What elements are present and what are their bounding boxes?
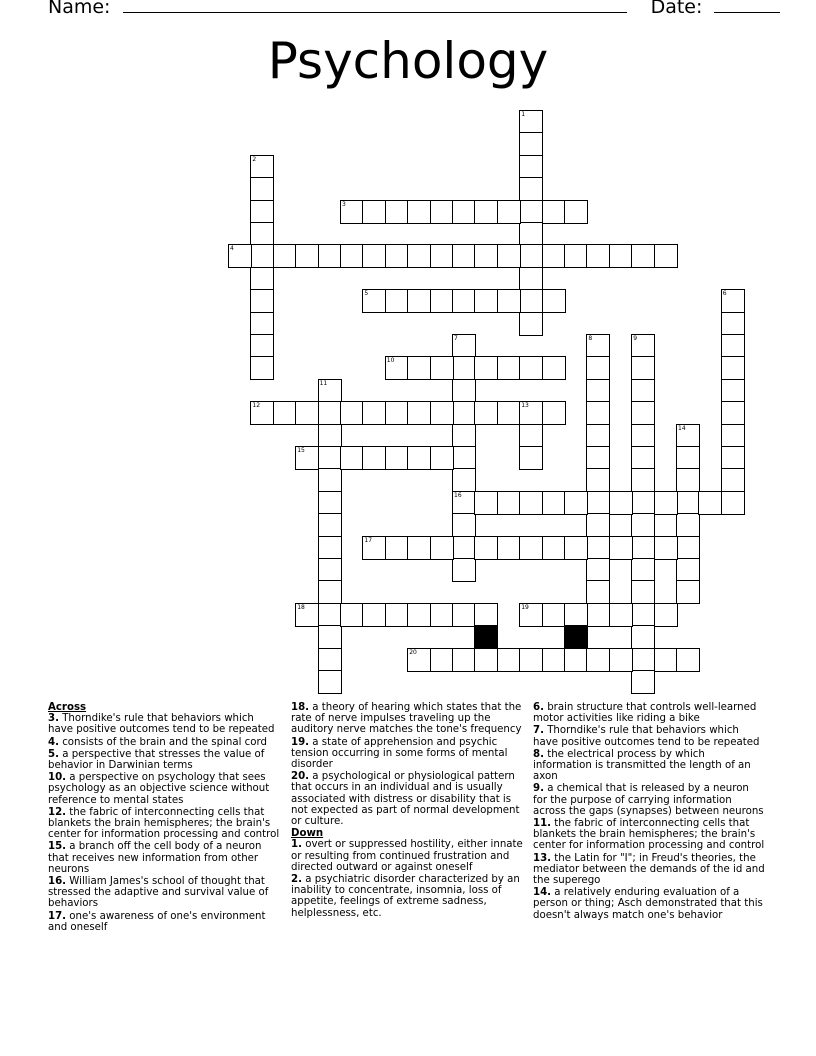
grid-cell[interactable] <box>519 536 543 560</box>
grid-cell[interactable] <box>519 110 543 134</box>
across-clue-list-continued <box>291 702 523 827</box>
clue-item <box>291 874 523 919</box>
grid-cell[interactable] <box>250 155 274 179</box>
grid-cell[interactable] <box>631 580 655 604</box>
grid-cell[interactable] <box>318 446 342 470</box>
clue-item-number: 2. <box>291 874 302 886</box>
grid-cell[interactable] <box>362 603 386 627</box>
grid-cell[interactable] <box>452 446 476 470</box>
clue-item <box>291 771 523 827</box>
clue-number: 11 <box>319 379 328 387</box>
name-label: Name: <box>48 0 111 18</box>
grid-cell[interactable] <box>564 200 588 224</box>
grid-cell[interactable] <box>318 536 342 560</box>
grid-cell[interactable] <box>519 424 543 448</box>
grid-cell[interactable] <box>586 334 610 358</box>
grid-cell[interactable] <box>474 401 498 425</box>
clue-number: 18 <box>297 603 305 611</box>
grid-cell[interactable] <box>519 648 543 672</box>
grid-cell[interactable] <box>542 289 566 313</box>
grid-cell[interactable] <box>542 356 566 380</box>
clue-item <box>291 737 523 771</box>
clue-item-number: 16. <box>48 876 67 888</box>
clue-item-text: consists of the brain and the spinal cord <box>58 736 267 748</box>
grid-cell[interactable] <box>542 648 566 672</box>
grid-cell[interactable] <box>385 200 409 224</box>
clue-item <box>48 807 280 841</box>
grid-cell[interactable] <box>542 603 566 627</box>
grid-cell[interactable] <box>586 513 610 537</box>
grid-cell[interactable] <box>721 334 745 358</box>
page-title: Psychology <box>267 32 549 90</box>
grid-cell[interactable] <box>721 312 745 336</box>
grid-cell[interactable] <box>362 200 386 224</box>
across-heading: Across <box>48 702 87 713</box>
grid-cell[interactable] <box>430 648 454 672</box>
grid-cell[interactable] <box>318 468 342 492</box>
grid-cell[interactable] <box>430 244 454 268</box>
grid-cell[interactable] <box>340 244 364 268</box>
grid-cell[interactable] <box>452 513 476 537</box>
grid-cell[interactable] <box>318 491 342 515</box>
clue-item-number: 7. <box>533 725 544 737</box>
clue-item <box>48 841 280 875</box>
clue-item-text: a branch off the cell body of a neuron that receives new information from other neurons <box>48 841 262 875</box>
down-heading: Down <box>291 828 324 840</box>
grid-cell[interactable] <box>452 536 476 560</box>
grid-cell[interactable] <box>407 401 431 425</box>
grid-cell[interactable] <box>340 446 364 470</box>
grid-cell[interactable] <box>564 603 588 627</box>
grid-cell[interactable] <box>407 603 431 627</box>
grid-cell[interactable] <box>362 446 386 470</box>
grid-cell[interactable] <box>542 536 566 560</box>
grid-cell[interactable] <box>407 200 431 224</box>
clue-item-text: the electrical process by which information is transmitted the length of an axon <box>533 748 751 783</box>
grid-cell[interactable] <box>452 379 476 403</box>
clue-number: 20 <box>409 648 417 656</box>
grid-cell[interactable] <box>519 491 543 515</box>
clue-item <box>533 818 765 852</box>
grid-cell[interactable] <box>385 244 409 268</box>
grid-cell[interactable] <box>654 648 678 672</box>
grid-cell[interactable] <box>250 401 274 425</box>
clue-number: 12 <box>252 402 261 410</box>
grid-cell[interactable] <box>631 603 655 627</box>
grid-cell[interactable] <box>295 446 319 470</box>
grid-cell[interactable] <box>430 200 454 224</box>
clue-item-number: 1. <box>291 839 302 851</box>
grid-cell[interactable] <box>676 468 700 492</box>
clue-item-text: Thorndike's rule that behaviors which have positive outcomes tend to be repeated <box>48 713 275 736</box>
grid-cell[interactable] <box>676 446 700 470</box>
grid-cell[interactable] <box>474 603 498 627</box>
grid-cell[interactable] <box>430 446 454 470</box>
grid-cell[interactable] <box>452 558 476 582</box>
clue-item-number: 8. <box>533 748 544 760</box>
clue-item-number: 13. <box>533 852 552 864</box>
grid-cell[interactable] <box>676 513 700 537</box>
grid-cell[interactable] <box>654 536 678 560</box>
grid-cell[interactable] <box>721 468 745 492</box>
grid-cell[interactable] <box>474 536 498 560</box>
grid-cell[interactable] <box>250 177 274 201</box>
grid-cell[interactable] <box>474 491 498 515</box>
grid-cell[interactable] <box>631 424 655 448</box>
grid-cell[interactable] <box>721 356 745 380</box>
clue-number: 1 <box>521 111 526 118</box>
grid-cell[interactable] <box>519 244 543 268</box>
grid-cell[interactable] <box>609 244 633 268</box>
clue-item-text: Thorndike's rule that behaviors which have positive outcomes tend to be repeated <box>533 725 760 748</box>
grid-cell[interactable] <box>654 244 678 268</box>
clue-number: 15 <box>297 447 305 454</box>
clue-number: 16 <box>454 491 462 499</box>
clue-number: 17 <box>364 536 373 544</box>
grid-cell[interactable] <box>318 379 342 403</box>
grid-cell[interactable] <box>586 468 610 492</box>
clue-item-text: a state of apprehension and psychic tension occurring in some forms of mental disorder <box>291 736 508 771</box>
grid-cell[interactable] <box>250 289 274 313</box>
grid-cell[interactable] <box>519 289 543 313</box>
grid-cell[interactable] <box>407 289 431 313</box>
grid-cell[interactable] <box>430 536 454 560</box>
grid-cell[interactable] <box>340 603 364 627</box>
clue-item-text: a theory of hearing which states that the rate of nerve impulses traveling up the auditory nerve matches the tone's frequency <box>291 702 522 736</box>
grid-cell[interactable] <box>318 424 342 448</box>
grid-cell[interactable] <box>721 491 745 515</box>
grid-cell[interactable] <box>676 424 700 448</box>
grid-cell[interactable] <box>519 177 543 201</box>
clue-item-text: a perspective that stresses the value of behavior in Darwinian terms <box>48 748 265 772</box>
grid-cell[interactable] <box>452 289 476 313</box>
grid-cell[interactable] <box>586 424 610 448</box>
grid-cell[interactable] <box>250 356 274 380</box>
grid-cell[interactable] <box>385 289 409 313</box>
grid-cell[interactable] <box>586 648 610 672</box>
grid-cell[interactable] <box>609 648 633 672</box>
clue-number: 19 <box>521 603 529 611</box>
clue-item-text: William James's school of thought that stressed the adaptive and survival value of behaviors <box>48 876 269 910</box>
grid-cell[interactable] <box>273 244 297 268</box>
grid-cell[interactable] <box>631 536 655 560</box>
clue-item <box>533 725 765 747</box>
grid-cell[interactable] <box>295 401 319 425</box>
clue-item <box>48 713 280 735</box>
clue-item <box>291 702 523 736</box>
grid-cell[interactable] <box>497 244 521 268</box>
grid-cell[interactable] <box>430 401 454 425</box>
clue-item-number: 15. <box>48 841 67 853</box>
grid-cell[interactable] <box>542 244 566 268</box>
grid-cell[interactable] <box>385 356 409 380</box>
grid-cell[interactable] <box>542 491 566 515</box>
grid-cell[interactable] <box>318 401 342 425</box>
clue-item <box>48 876 280 910</box>
grid-cell[interactable] <box>631 379 655 403</box>
clue-number: 6 <box>722 290 727 298</box>
grid-cell[interactable] <box>295 603 319 627</box>
grid-cell[interactable] <box>407 536 431 560</box>
clue-item-number: 3. <box>48 713 59 725</box>
grid-cell[interactable] <box>676 558 700 582</box>
clue-item <box>48 911 280 933</box>
grid-cell[interactable] <box>631 468 655 492</box>
grid-cell[interactable] <box>676 491 700 515</box>
grid-cell[interactable] <box>430 603 454 627</box>
grid-cell[interactable] <box>362 401 386 425</box>
clue-item-text: brain structure that controls well-learned motor activities like riding a bike <box>533 702 757 725</box>
grid-cell[interactable] <box>586 580 610 604</box>
grid-cell[interactable] <box>586 244 610 268</box>
grid-cell[interactable] <box>228 244 252 268</box>
grid-cell[interactable] <box>497 491 521 515</box>
grid-cell[interactable] <box>698 491 722 515</box>
grid-cell[interactable] <box>631 244 655 268</box>
clue-number: 8 <box>588 335 593 342</box>
grid-cell[interactable] <box>542 401 566 425</box>
clue-item-text: overt or suppressed hostility, either innate or resulting from continued frustration and directed outward or against oneself <box>291 839 523 873</box>
grid-cell[interactable] <box>631 491 655 515</box>
grid-cell[interactable] <box>497 356 521 380</box>
grid-cell[interactable] <box>474 289 498 313</box>
clue-item-text: a psychiatric disorder characterized by an inability to concentrate, insomnia, loss of appetite, feelings of extreme sadness, helplessness, etc. <box>291 874 520 919</box>
clue-number: 3 <box>342 200 346 208</box>
grid-cell[interactable] <box>519 356 543 380</box>
clue-item-text: a perspective on psychology that sees psychology as an objective science without reference to mental states <box>48 772 270 806</box>
grid-cell[interactable] <box>631 513 655 537</box>
grid-cell[interactable] <box>676 536 700 560</box>
grid-cell[interactable] <box>631 625 655 649</box>
down-clue-list <box>291 839 523 918</box>
grid-cell[interactable] <box>474 356 498 380</box>
grid-cell[interactable] <box>564 244 588 268</box>
grid-cell[interactable] <box>586 536 610 560</box>
clue-item <box>533 702 765 724</box>
grid-cell[interactable] <box>318 625 342 649</box>
grid-cell[interactable] <box>631 356 655 380</box>
grid-cell[interactable] <box>497 401 521 425</box>
clue-item <box>533 749 765 783</box>
grid-cell[interactable] <box>631 670 655 694</box>
grid-cell[interactable] <box>609 603 633 627</box>
grid-cell[interactable] <box>250 222 274 246</box>
grid-cell[interactable] <box>340 200 364 224</box>
grid-cell[interactable] <box>721 446 745 470</box>
grid-cell[interactable] <box>542 200 566 224</box>
grid-cell[interactable] <box>452 603 476 627</box>
clues-column-3 <box>533 702 765 922</box>
grid-cell[interactable] <box>474 648 498 672</box>
grid-cell[interactable] <box>564 648 588 672</box>
grid-cell[interactable] <box>676 648 700 672</box>
grid-cell[interactable] <box>340 401 364 425</box>
clue-item-number: 19. <box>291 736 310 748</box>
grid-cell[interactable] <box>385 603 409 627</box>
grid-cell[interactable] <box>586 558 610 582</box>
grid-cell[interactable] <box>407 648 431 672</box>
grid-cell[interactable] <box>519 200 543 224</box>
grid-cell[interactable] <box>564 536 588 560</box>
clue-number: 13 <box>521 402 529 410</box>
date-label: Date: <box>650 0 703 18</box>
grid-cell[interactable] <box>407 356 431 380</box>
clue-number: 14 <box>678 424 686 432</box>
clue-number: 4 <box>230 245 234 253</box>
clue-item-text: the fabric of interconnecting cells that blankets the brain hemispheres; the brain's center for information processing and control <box>533 818 765 852</box>
grid-cell[interactable] <box>519 312 543 336</box>
grid-cell[interactable] <box>250 267 274 291</box>
grid-cell[interactable] <box>452 356 476 380</box>
grid-cell[interactable] <box>519 222 543 246</box>
clue-item-number: 9. <box>533 783 544 795</box>
clue-item <box>48 737 280 748</box>
grid-cell[interactable] <box>273 401 297 425</box>
grid-cell[interactable] <box>721 424 745 448</box>
clues-column-1 <box>48 702 280 934</box>
clue-number: 2 <box>252 155 257 163</box>
clue-item-text: a psychological or physiological pattern that occurs in an individual and is usually associated with distress or disability that is not expected as part of normal development or culture. <box>291 771 520 828</box>
clue-item <box>533 887 765 921</box>
grid-cell[interactable] <box>430 356 454 380</box>
clues-column-2 <box>291 702 523 920</box>
grid-cell[interactable] <box>654 491 678 515</box>
clue-item-number: 5. <box>48 748 59 760</box>
grid-cell[interactable] <box>362 289 386 313</box>
clue-item-number: 12. <box>48 806 67 818</box>
across-clue-list <box>48 713 280 933</box>
grid-cell[interactable] <box>519 446 543 470</box>
grid-cell[interactable] <box>676 580 700 604</box>
grid-cell[interactable] <box>362 244 386 268</box>
grid-cell[interactable] <box>318 603 342 627</box>
grid-cell[interactable] <box>474 200 498 224</box>
grid-cell[interactable] <box>519 267 543 291</box>
grid-cell[interactable] <box>631 334 655 358</box>
grid-cell[interactable] <box>519 401 543 425</box>
grid-cell[interactable] <box>385 401 409 425</box>
grid-cell[interactable] <box>586 401 610 425</box>
grid-cell[interactable] <box>609 536 633 560</box>
grid-cell[interactable] <box>318 244 342 268</box>
grid-cell[interactable] <box>318 558 342 582</box>
grid-cell[interactable] <box>385 446 409 470</box>
grid-cell[interactable] <box>250 244 274 268</box>
grid-cell[interactable] <box>452 401 476 425</box>
grid-cell[interactable] <box>497 200 521 224</box>
grid-cell[interactable] <box>407 244 431 268</box>
clue-item-text: the fabric of interconnecting cells that blankets the brain hemispheres; the brain's center for information processing and control <box>48 806 280 841</box>
clue-item-number: 17. <box>48 910 67 922</box>
grid-cell[interactable] <box>586 446 610 470</box>
clue-item-number: 6. <box>533 702 544 713</box>
grid-cell[interactable] <box>497 648 521 672</box>
grid-cell[interactable] <box>586 379 610 403</box>
clue-number: 9 <box>633 335 638 342</box>
grid-cell[interactable] <box>318 580 342 604</box>
grid-cell[interactable] <box>609 491 633 515</box>
grid-cell[interactable] <box>586 356 610 380</box>
grid-cell[interactable] <box>295 244 319 268</box>
clue-item-text: the Latin for "I"; in Freud's theories, the mediator between the demands of the id and the superego <box>533 852 765 887</box>
grid-cell[interactable] <box>631 648 655 672</box>
grid-cell[interactable] <box>250 312 274 336</box>
grid-cell[interactable] <box>318 670 342 694</box>
grid-cell[interactable] <box>385 536 409 560</box>
grid-cell[interactable] <box>250 334 274 358</box>
grid-cell[interactable] <box>586 603 610 627</box>
clue-item <box>48 749 280 771</box>
grid-cell[interactable] <box>519 603 543 627</box>
clue-item-number: 14. <box>533 887 552 899</box>
grid-cell[interactable] <box>497 289 521 313</box>
grid-cell[interactable] <box>452 244 476 268</box>
clue-item-number: 4. <box>48 736 59 748</box>
grid-cell[interactable] <box>430 289 454 313</box>
grid-cell[interactable] <box>586 491 610 515</box>
grid-cell[interactable] <box>452 424 476 448</box>
grid-cell[interactable] <box>519 132 543 156</box>
clue-item-number: 20. <box>291 771 310 783</box>
grid-cell[interactable] <box>452 334 476 358</box>
grid-cell[interactable] <box>474 244 498 268</box>
grid-cell[interactable] <box>407 446 431 470</box>
grid-cell[interactable] <box>318 648 342 672</box>
grid-cell[interactable] <box>452 648 476 672</box>
clue-item <box>48 772 280 806</box>
clue-number: 7 <box>454 335 458 342</box>
grid-cell[interactable] <box>452 468 476 492</box>
clue-item <box>291 839 523 873</box>
clue-item-text: a relatively enduring evaluation of a person or thing; Asch demonstrated that this doesn't always match one's behavior <box>533 887 763 921</box>
grid-cell[interactable] <box>564 491 588 515</box>
grid-cell[interactable] <box>631 558 655 582</box>
clue-item <box>533 783 765 817</box>
clue-item-number: 10. <box>48 772 67 784</box>
clue-item-text: one's awareness of one's environment and oneself <box>48 910 266 933</box>
grid-cell[interactable] <box>318 513 342 537</box>
grid-cell[interactable] <box>452 491 476 515</box>
blocked-cell <box>564 625 588 649</box>
grid-cell[interactable] <box>250 200 274 224</box>
clue-item <box>533 853 765 887</box>
clue-number: 5 <box>364 290 369 298</box>
clue-item-number: 18. <box>291 702 310 713</box>
blocked-cell <box>474 625 498 649</box>
grid-cell[interactable] <box>519 155 543 179</box>
grid-cell[interactable] <box>497 536 521 560</box>
down-clue-list-continued <box>533 702 765 921</box>
grid-cell[interactable] <box>654 603 678 627</box>
grid-cell[interactable] <box>721 379 745 403</box>
grid-cell[interactable] <box>721 289 745 313</box>
grid-cell[interactable] <box>721 401 745 425</box>
grid-cell[interactable] <box>631 401 655 425</box>
grid-cell[interactable] <box>362 536 386 560</box>
clue-item-text: a chemical that is released by a neuron for the purpose of carrying information across the gaps (synapses) between neurons <box>533 783 764 817</box>
grid-cell[interactable] <box>452 200 476 224</box>
clue-number: 10 <box>386 357 395 365</box>
clue-item-number: 11. <box>533 818 552 830</box>
grid-cell[interactable] <box>631 446 655 470</box>
